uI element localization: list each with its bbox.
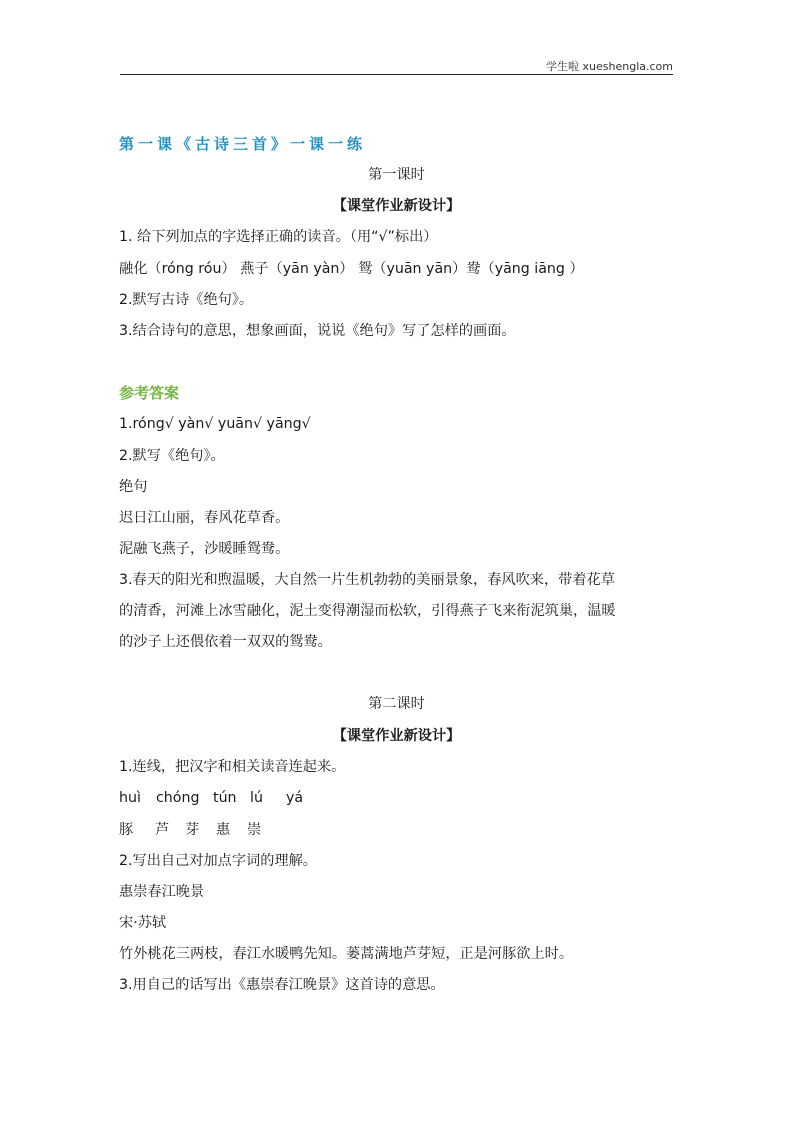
pinyin-item: chóng	[156, 790, 200, 806]
lesson1-question-1: 1. 给下列加点的字选择正确的读音。（用“√”标出）	[119, 229, 438, 245]
char-item: 芦	[155, 822, 170, 838]
document-title: 第一课《古诗三首》一课一练	[119, 135, 367, 153]
lesson2-heading: 第二课时	[368, 696, 425, 712]
answer-2: 2.默写《绝句》。	[119, 448, 225, 464]
pinyin-row	[119, 789, 303, 807]
header-divider	[120, 74, 673, 75]
answer-1: 1.róng√ yàn√ yuān√ yāng√	[119, 416, 311, 432]
lesson2-question-2: 2.写出自己对加点字词的理解。	[119, 853, 317, 869]
poem-title: 绝句	[119, 479, 148, 495]
lesson2-poem-text: 竹外桃花三两枝，春江水暖鸭先知。蒌蒿满地芦芽短，正是河豚欲上时。	[119, 946, 574, 962]
lesson1-question-3: 3.结合诗句的意思，想象画面，说说《绝句》写了怎样的画面。	[119, 323, 516, 339]
char-item: 崇	[247, 822, 262, 838]
poem-line-1: 迟日江山丽，春风花草香。	[119, 510, 290, 526]
lesson1-question-1-options: 融化（róng róu） 燕子（yān yàn） 鸳（yuān yān）鸯（yāng iāng ）	[119, 261, 584, 277]
pinyin-item: tún	[213, 790, 237, 806]
answers-heading: 参考答案	[119, 384, 180, 402]
char-item: 豚	[119, 822, 134, 838]
pinyin-item: yá	[286, 790, 304, 806]
site-watermark: 学生啦 xueshengla.com	[546, 60, 673, 73]
char-item: 芽	[185, 822, 200, 838]
answer-3-line-1: 3.春天的阳光和煦温暖，大自然一片生机勃勃的美丽景象，春风吹来，带着花草	[119, 572, 615, 588]
lesson1-question-2: 2.默写古诗《绝句》。	[119, 292, 254, 308]
char-item: 惠	[216, 822, 231, 838]
lesson1-section-title: 【课堂作业新设计】	[332, 198, 461, 214]
pinyin-item: lú	[250, 790, 263, 806]
lesson2-poem-title: 惠崇春江晚景	[119, 884, 205, 900]
answer-3-line-3: 的沙子上还偎依着一双双的鸳鸯。	[119, 634, 332, 650]
chars-row	[119, 821, 261, 839]
lesson2-question-3: 3.用自己的话写出《惠崇春江晚景》这首诗的意思。	[119, 977, 445, 993]
lesson2-question-1: 1.连线，把汉字和相关读音连起来。	[119, 759, 346, 775]
poem-line-2: 泥融飞燕子，沙暖睡鸳鸯。	[119, 541, 290, 557]
lesson2-poem-author: 宋·苏轼	[119, 915, 167, 931]
lesson1-heading: 第一课时	[368, 167, 425, 183]
lesson2-section-title: 【课堂作业新设计】	[332, 728, 461, 744]
pinyin-item: huì	[119, 790, 141, 806]
answer-3-line-2: 的清香，河滩上冰雪融化，泥土变得潮湿而松软，引得燕子飞来衔泥筑巢，温暖	[119, 603, 616, 619]
